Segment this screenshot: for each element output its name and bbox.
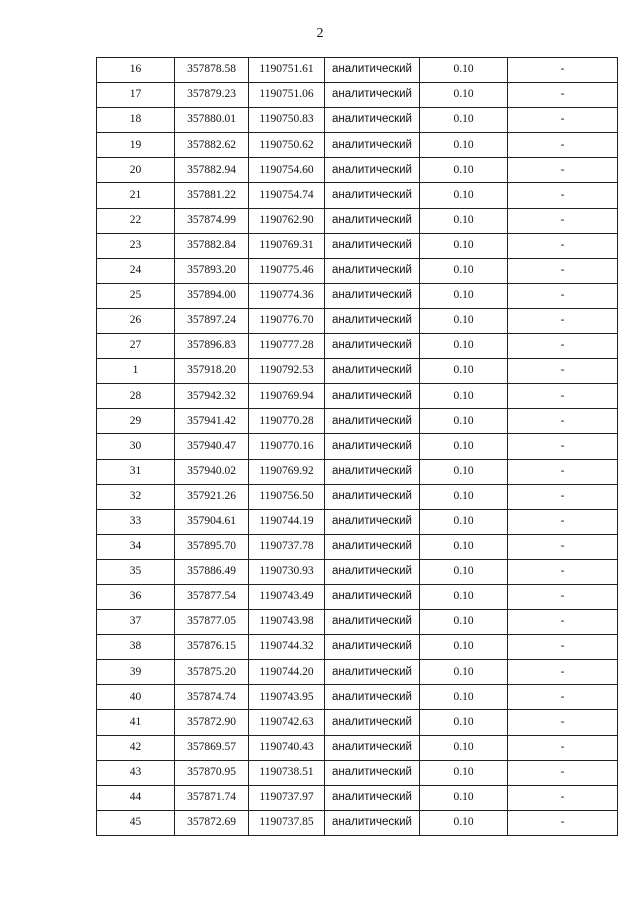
point-number-cell: 16	[97, 58, 175, 83]
point-number-cell: 17	[97, 83, 175, 108]
table-row	[97, 484, 618, 509]
method-cell: аналитический	[325, 810, 420, 835]
point-number-cell: 36	[97, 584, 175, 609]
x-coordinate-cell: 357940.47	[175, 434, 249, 459]
accuracy-cell: 0.10	[420, 283, 508, 308]
x-coordinate-cell: 357895.70	[175, 534, 249, 559]
note-cell: -	[508, 459, 618, 484]
y-coordinate-cell: 1190769.92	[249, 459, 325, 484]
table-row	[97, 258, 618, 283]
point-number-cell: 23	[97, 233, 175, 258]
note-cell: -	[508, 258, 618, 283]
x-coordinate-cell: 357874.74	[175, 685, 249, 710]
method-cell: аналитический	[325, 685, 420, 710]
y-coordinate-cell: 1190774.36	[249, 283, 325, 308]
method-cell: аналитический	[325, 384, 420, 409]
point-number-cell: 38	[97, 635, 175, 660]
accuracy-cell: 0.10	[420, 459, 508, 484]
y-coordinate-cell: 1190756.50	[249, 484, 325, 509]
accuracy-cell: 0.10	[420, 534, 508, 559]
y-coordinate-cell: 1190738.51	[249, 760, 325, 785]
x-coordinate-cell: 357882.62	[175, 133, 249, 158]
note-cell: -	[508, 735, 618, 760]
x-coordinate-cell: 357897.24	[175, 308, 249, 333]
accuracy-cell: 0.10	[420, 785, 508, 810]
note-cell: -	[508, 108, 618, 133]
accuracy-cell: 0.10	[420, 760, 508, 785]
point-number-cell: 32	[97, 484, 175, 509]
table-row	[97, 459, 618, 484]
point-number-cell: 30	[97, 434, 175, 459]
note-cell: -	[508, 283, 618, 308]
x-coordinate-cell: 357876.15	[175, 635, 249, 660]
y-coordinate-cell: 1190775.46	[249, 258, 325, 283]
table-row	[97, 334, 618, 359]
accuracy-cell: 0.10	[420, 635, 508, 660]
method-cell: аналитический	[325, 735, 420, 760]
x-coordinate-cell: 357878.58	[175, 58, 249, 83]
accuracy-cell: 0.10	[420, 359, 508, 384]
point-number-cell: 45	[97, 810, 175, 835]
x-coordinate-cell: 357882.94	[175, 158, 249, 183]
y-coordinate-cell: 1190744.20	[249, 660, 325, 685]
table-row	[97, 785, 618, 810]
table-row	[97, 208, 618, 233]
point-number-cell: 42	[97, 735, 175, 760]
method-cell: аналитический	[325, 359, 420, 384]
accuracy-cell: 0.10	[420, 133, 508, 158]
method-cell: аналитический	[325, 434, 420, 459]
point-number-cell: 31	[97, 459, 175, 484]
note-cell: -	[508, 158, 618, 183]
method-cell: аналитический	[325, 83, 420, 108]
table-row	[97, 158, 618, 183]
page-number: 2	[316, 26, 324, 41]
table-row	[97, 108, 618, 133]
x-coordinate-cell: 357880.01	[175, 108, 249, 133]
y-coordinate-cell: 1190750.83	[249, 108, 325, 133]
note-cell: -	[508, 384, 618, 409]
table-row	[97, 660, 618, 685]
note-cell: -	[508, 434, 618, 459]
note-cell: -	[508, 559, 618, 584]
accuracy-cell: 0.10	[420, 610, 508, 635]
x-coordinate-cell: 357894.00	[175, 283, 249, 308]
method-cell: аналитический	[325, 509, 420, 534]
note-cell: -	[508, 685, 618, 710]
point-number-cell: 29	[97, 409, 175, 434]
note-cell: -	[508, 760, 618, 785]
point-number-cell: 21	[97, 183, 175, 208]
method-cell: аналитический	[325, 334, 420, 359]
y-coordinate-cell: 1190762.90	[249, 208, 325, 233]
point-number-cell: 19	[97, 133, 175, 158]
table-row	[97, 509, 618, 534]
table-row	[97, 434, 618, 459]
accuracy-cell: 0.10	[420, 685, 508, 710]
y-coordinate-cell: 1190751.61	[249, 58, 325, 83]
method-cell: аналитический	[325, 158, 420, 183]
point-number-cell: 20	[97, 158, 175, 183]
y-coordinate-cell: 1190769.94	[249, 384, 325, 409]
table-row	[97, 308, 618, 333]
table-row	[97, 359, 618, 384]
table-row	[97, 409, 618, 434]
method-cell: аналитический	[325, 760, 420, 785]
y-coordinate-cell: 1190754.60	[249, 158, 325, 183]
accuracy-cell: 0.10	[420, 108, 508, 133]
method-cell: аналитический	[325, 534, 420, 559]
method-cell: аналитический	[325, 108, 420, 133]
accuracy-cell: 0.10	[420, 233, 508, 258]
note-cell: -	[508, 584, 618, 609]
point-number-cell: 26	[97, 308, 175, 333]
note-cell: -	[508, 785, 618, 810]
x-coordinate-cell: 357879.23	[175, 83, 249, 108]
coordinates-table	[96, 57, 618, 836]
table-row	[97, 233, 618, 258]
accuracy-cell: 0.10	[420, 584, 508, 609]
x-coordinate-cell: 357872.69	[175, 810, 249, 835]
point-number-cell: 44	[97, 785, 175, 810]
y-coordinate-cell: 1190750.62	[249, 133, 325, 158]
table-row	[97, 83, 618, 108]
method-cell: аналитический	[325, 559, 420, 584]
note-cell: -	[508, 509, 618, 534]
table-row	[97, 283, 618, 308]
y-coordinate-cell: 1190754.74	[249, 183, 325, 208]
accuracy-cell: 0.10	[420, 58, 508, 83]
accuracy-cell: 0.10	[420, 183, 508, 208]
point-number-cell: 39	[97, 660, 175, 685]
accuracy-cell: 0.10	[420, 484, 508, 509]
table-row	[97, 384, 618, 409]
accuracy-cell: 0.10	[420, 208, 508, 233]
note-cell: -	[508, 183, 618, 208]
method-cell: аналитический	[325, 409, 420, 434]
y-coordinate-cell: 1190770.16	[249, 434, 325, 459]
y-coordinate-cell: 1190742.63	[249, 710, 325, 735]
x-coordinate-cell: 357941.42	[175, 409, 249, 434]
y-coordinate-cell: 1190776.70	[249, 308, 325, 333]
method-cell: аналитический	[325, 484, 420, 509]
y-coordinate-cell: 1190730.93	[249, 559, 325, 584]
x-coordinate-cell: 357893.20	[175, 258, 249, 283]
note-cell: -	[508, 409, 618, 434]
method-cell: аналитический	[325, 308, 420, 333]
x-coordinate-cell: 357942.32	[175, 384, 249, 409]
y-coordinate-cell: 1190743.49	[249, 584, 325, 609]
note-cell: -	[508, 308, 618, 333]
x-coordinate-cell: 357869.57	[175, 735, 249, 760]
x-coordinate-cell: 357882.84	[175, 233, 249, 258]
x-coordinate-cell: 357940.02	[175, 459, 249, 484]
x-coordinate-cell: 357871.74	[175, 785, 249, 810]
point-number-cell: 27	[97, 334, 175, 359]
table-row	[97, 810, 618, 835]
table-row	[97, 685, 618, 710]
note-cell: -	[508, 635, 618, 660]
accuracy-cell: 0.10	[420, 384, 508, 409]
accuracy-cell: 0.10	[420, 409, 508, 434]
table-body	[97, 58, 618, 836]
method-cell: аналитический	[325, 58, 420, 83]
y-coordinate-cell: 1190751.06	[249, 83, 325, 108]
method-cell: аналитический	[325, 133, 420, 158]
x-coordinate-cell: 357886.49	[175, 559, 249, 584]
y-coordinate-cell: 1190737.85	[249, 810, 325, 835]
point-number-cell: 18	[97, 108, 175, 133]
y-coordinate-cell: 1190744.19	[249, 509, 325, 534]
note-cell: -	[508, 58, 618, 83]
accuracy-cell: 0.10	[420, 308, 508, 333]
point-number-cell: 24	[97, 258, 175, 283]
x-coordinate-cell: 357896.83	[175, 334, 249, 359]
note-cell: -	[508, 83, 618, 108]
table-row	[97, 534, 618, 559]
note-cell: -	[508, 334, 618, 359]
accuracy-cell: 0.10	[420, 660, 508, 685]
accuracy-cell: 0.10	[420, 258, 508, 283]
accuracy-cell: 0.10	[420, 509, 508, 534]
y-coordinate-cell: 1190792.53	[249, 359, 325, 384]
accuracy-cell: 0.10	[420, 810, 508, 835]
method-cell: аналитический	[325, 635, 420, 660]
table-row	[97, 183, 618, 208]
point-number-cell: 25	[97, 283, 175, 308]
note-cell: -	[508, 133, 618, 158]
y-coordinate-cell: 1190777.28	[249, 334, 325, 359]
y-coordinate-cell: 1190737.78	[249, 534, 325, 559]
point-number-cell: 34	[97, 534, 175, 559]
x-coordinate-cell: 357904.61	[175, 509, 249, 534]
y-coordinate-cell: 1190744.32	[249, 635, 325, 660]
x-coordinate-cell: 357872.90	[175, 710, 249, 735]
point-number-cell: 35	[97, 559, 175, 584]
point-number-cell: 43	[97, 760, 175, 785]
x-coordinate-cell: 357881.22	[175, 183, 249, 208]
point-number-cell: 33	[97, 509, 175, 534]
table-row	[97, 610, 618, 635]
note-cell: -	[508, 484, 618, 509]
x-coordinate-cell: 357870.95	[175, 760, 249, 785]
table-row	[97, 133, 618, 158]
method-cell: аналитический	[325, 610, 420, 635]
method-cell: аналитический	[325, 459, 420, 484]
table-row	[97, 710, 618, 735]
accuracy-cell: 0.10	[420, 735, 508, 760]
accuracy-cell: 0.10	[420, 334, 508, 359]
y-coordinate-cell: 1190769.31	[249, 233, 325, 258]
x-coordinate-cell: 357874.99	[175, 208, 249, 233]
y-coordinate-cell: 1190743.98	[249, 610, 325, 635]
note-cell: -	[508, 660, 618, 685]
method-cell: аналитический	[325, 183, 420, 208]
note-cell: -	[508, 610, 618, 635]
method-cell: аналитический	[325, 258, 420, 283]
x-coordinate-cell: 357877.05	[175, 610, 249, 635]
method-cell: аналитический	[325, 785, 420, 810]
point-number-cell: 40	[97, 685, 175, 710]
accuracy-cell: 0.10	[420, 83, 508, 108]
table-row	[97, 58, 618, 83]
accuracy-cell: 0.10	[420, 559, 508, 584]
method-cell: аналитический	[325, 233, 420, 258]
point-number-cell: 22	[97, 208, 175, 233]
table-row	[97, 735, 618, 760]
method-cell: аналитический	[325, 660, 420, 685]
x-coordinate-cell: 357875.20	[175, 660, 249, 685]
table-row	[97, 760, 618, 785]
y-coordinate-cell: 1190770.28	[249, 409, 325, 434]
x-coordinate-cell: 357877.54	[175, 584, 249, 609]
note-cell: -	[508, 710, 618, 735]
note-cell: -	[508, 208, 618, 233]
accuracy-cell: 0.10	[420, 710, 508, 735]
point-number-cell: 37	[97, 610, 175, 635]
accuracy-cell: 0.10	[420, 158, 508, 183]
method-cell: аналитический	[325, 584, 420, 609]
y-coordinate-cell: 1190740.43	[249, 735, 325, 760]
method-cell: аналитический	[325, 283, 420, 308]
accuracy-cell: 0.10	[420, 434, 508, 459]
method-cell: аналитический	[325, 208, 420, 233]
table-row	[97, 584, 618, 609]
point-number-cell: 1	[97, 359, 175, 384]
point-number-cell: 28	[97, 384, 175, 409]
note-cell: -	[508, 534, 618, 559]
note-cell: -	[508, 359, 618, 384]
table-row	[97, 635, 618, 660]
x-coordinate-cell: 357918.20	[175, 359, 249, 384]
note-cell: -	[508, 810, 618, 835]
table-row	[97, 559, 618, 584]
y-coordinate-cell: 1190737.97	[249, 785, 325, 810]
x-coordinate-cell: 357921.26	[175, 484, 249, 509]
note-cell: -	[508, 233, 618, 258]
y-coordinate-cell: 1190743.95	[249, 685, 325, 710]
method-cell: аналитический	[325, 710, 420, 735]
point-number-cell: 41	[97, 710, 175, 735]
